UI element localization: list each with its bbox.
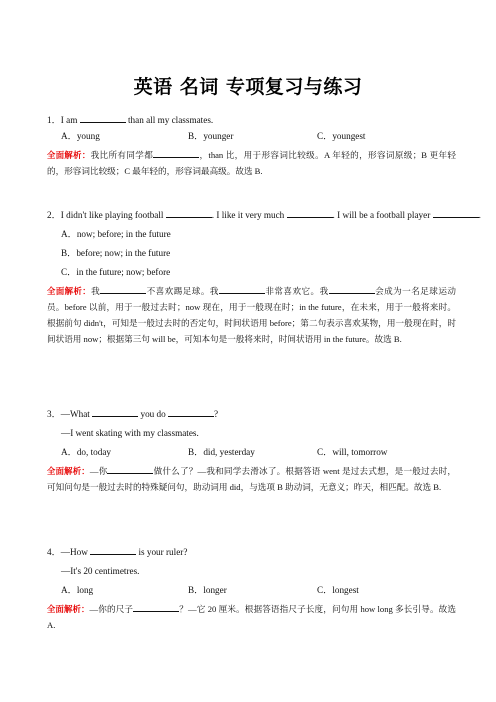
option-b: B．did, yesterday	[188, 447, 255, 457]
answer-blank	[133, 602, 179, 612]
question-1	[47, 112, 456, 179]
option-c: C．will, tomorrow	[317, 447, 388, 457]
answer-blank	[92, 407, 138, 417]
option-a: A．young	[61, 131, 100, 141]
question-4-options	[47, 582, 456, 598]
question-3-explanation: 全面解析：—你 做什么了？—我和同学去滑冰了。根据答语 went 是过去式想，是一般过去时，可知问句是一般过去时的特殊疑问句，助动词用 did，与选项 B 助动词，无意义；昨天，相匹配。故选 B.	[47, 466, 456, 492]
option-c: C．in the future; now; before	[61, 267, 171, 277]
page-title: 英语 名词 专项复习与练习	[133, 76, 363, 98]
answer-blank	[100, 284, 146, 294]
answer-blank	[219, 284, 265, 294]
option-a: A．now; before; in the future	[61, 229, 171, 239]
explanation-label: 全面解析：	[47, 604, 90, 614]
option-b: B．younger	[188, 131, 234, 141]
question-2-stem: 2．I didn't like playing football . I like it very much . I will be a football player .	[47, 210, 481, 220]
option-b: B．longer	[188, 585, 227, 595]
explanation-label: 全面解析：	[47, 466, 90, 476]
option-a: A．long	[61, 585, 94, 595]
explanation-label: 全面解析：	[47, 150, 91, 160]
question-2	[47, 207, 481, 347]
question-1-explanation: 全面解析：我比所有同学都 ，than 比，用于形容词比较级。A 年轻的，形容词原级；B 更年轻的，形容词比较级；C 最年轻的，形容词最高级。故选 B.	[47, 150, 456, 176]
question-4-explanation: 全面解析：—你的尺子 ？—它 20 厘米。根据答语指尺子长度，问句用 how long 多长引导。故选 A.	[47, 604, 457, 630]
option-c: C．youngest	[317, 131, 366, 141]
answer-blank	[433, 208, 479, 218]
question-4-stem: 4．—How is your ruler?	[47, 547, 188, 557]
question-3-stem: 3．—What you do ?	[47, 409, 219, 419]
answer-blank	[153, 148, 199, 158]
question-3-options	[47, 444, 456, 460]
answer-blank	[107, 464, 153, 474]
question-1-options	[47, 128, 456, 144]
answer-blank	[168, 407, 214, 417]
question-1-stem: 1．I am than all my classmates.	[47, 115, 214, 125]
option-b: B．before; now; in the future	[61, 248, 171, 258]
answer-blank	[287, 208, 333, 218]
explanation-label: 全面解析：	[47, 286, 92, 296]
answer-blank	[80, 113, 126, 123]
answer-blank	[90, 545, 136, 555]
question-4-answer-line: —It's 20 centimetres.	[61, 566, 140, 576]
question-4	[47, 544, 456, 633]
question-3	[47, 406, 456, 495]
answer-blank	[329, 284, 375, 294]
question-2-options	[47, 226, 456, 280]
option-c: C．longest	[317, 585, 359, 595]
option-a: A．do, today	[61, 447, 112, 457]
question-2-explanation: 全面解析：我 不喜欢踢足球。我 非常喜欢它。我 会成为一名足球运动员。before 以前，用于一般过去时；now 现在，用于一般现在时；in the future，在未来，用于一般将来时。根据前句 didn't，可知是一般过去时的否定句，时间状语用 before；第二句表示喜欢某物，用一般现在时，时间状语用 now；根据第三句 will be，可知本句是一般将来时，时间状语用 in the future。故选 B.	[47, 286, 456, 344]
question-3-answer-line: —I went skating with my classmates.	[61, 428, 199, 438]
answer-blank	[166, 208, 212, 218]
